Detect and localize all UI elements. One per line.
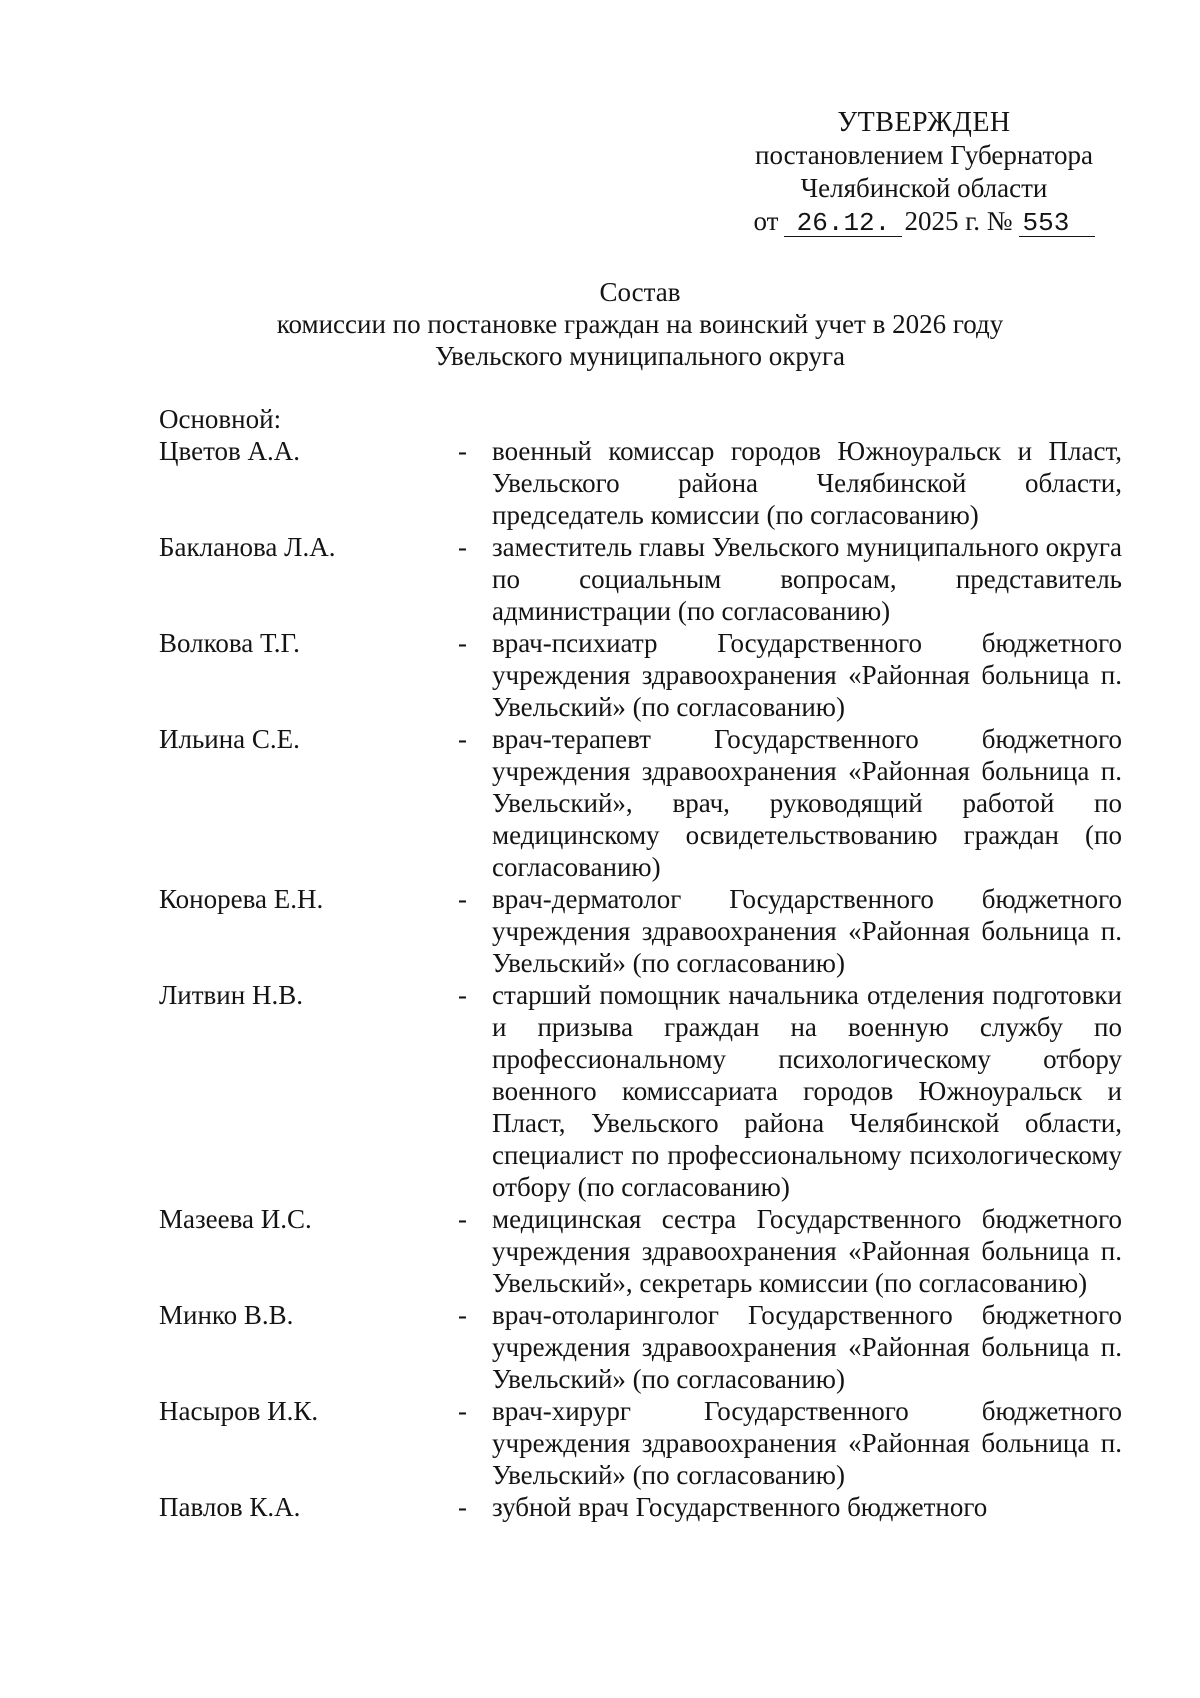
member-entry xyxy=(159,1299,1122,1395)
member-entry xyxy=(159,979,1122,1203)
member-entry xyxy=(159,883,1122,979)
member-entry xyxy=(159,723,1122,883)
member-role: врач-психиатр Государственного бюджетного учреждения здравоохранения «Районная больница п. Увельский» (по согласованию) xyxy=(492,628,1122,722)
member-role: старший помощник начальника отделения подготовки и призыва граждан на военную службу по профессиональному психологическому отбору военного комиссариата городов Южноуральск и Пласт, Увельского района Челябинской области, специалист по профессиональному психологическому отбору (по согласованию) xyxy=(492,980,1122,1202)
member-role: зубной врач Государственного бюджетного xyxy=(492,1492,988,1522)
approval-line-region: Челябинской области xyxy=(800,173,1048,203)
approval-line-governor: постановлением Губернатора xyxy=(755,140,1093,170)
member-dash: - xyxy=(458,532,467,562)
member-entry xyxy=(159,1395,1122,1491)
member-entry xyxy=(159,627,1122,723)
member-role: врач-хирург Государственного бюджетного учреждения здравоохранения «Районная больница п. Увельский» (по согласованию) xyxy=(492,1396,1122,1490)
member-dash: - xyxy=(458,1204,467,1234)
member-entry xyxy=(159,1491,1122,1523)
date-prefix: от xyxy=(753,206,779,236)
member-name: Литвин Н.В. xyxy=(159,980,303,1010)
member-role: военный комиссар городов Южноуральск и Пласт, Увельского района Челябинской области, председатель комиссии (по согласованию) xyxy=(492,436,1122,530)
heading-subtitle: комиссии по постановке граждан на воинский учет в 2026 году xyxy=(276,309,1004,339)
approval-year: 2025 г. № xyxy=(904,206,1013,236)
member-role: врач-отоларинголог Государственного бюджетного учреждения здравоохранения «Районная больница п. Увельский» (по согласованию) xyxy=(492,1300,1122,1394)
member-dash: - xyxy=(458,724,467,754)
approval-number: 553 xyxy=(1019,210,1095,237)
members-list xyxy=(159,435,1122,1523)
member-name: Волкова Т.Г. xyxy=(159,628,300,658)
heading-district: Увельского муниципального округа xyxy=(434,341,846,371)
member-dash: - xyxy=(458,884,467,914)
member-dash: - xyxy=(458,980,467,1010)
member-dash: - xyxy=(458,1300,467,1330)
document-heading xyxy=(150,276,1130,372)
member-dash: - xyxy=(458,628,467,658)
member-entry xyxy=(159,531,1122,627)
member-name: Насыров И.К. xyxy=(159,1396,319,1426)
member-name: Бакланова Л.А. xyxy=(159,532,336,562)
member-entry xyxy=(159,1203,1122,1299)
member-role: врач-терапевт Государственного бюджетного учреждения здравоохранения «Районная больница п. Увельский», врач, руководящий работой по медицинскому освидетельствованию граждан (по согласованию) xyxy=(492,724,1122,882)
member-role: врач-дерматолог Государственного бюджетного учреждения здравоохранения «Районная больница п. Увельский» (по согласованию) xyxy=(492,884,1122,978)
member-name: Конорева Е.Н. xyxy=(159,884,324,914)
member-name: Ильина С.Е. xyxy=(159,724,300,754)
heading-title: Состав xyxy=(599,277,681,307)
member-dash: - xyxy=(458,1492,467,1522)
member-name: Минко В.В. xyxy=(159,1300,294,1330)
member-name: Павлов К.А. xyxy=(159,1492,301,1522)
member-dash: - xyxy=(458,436,467,466)
member-entry xyxy=(159,435,1122,531)
member-dash: - xyxy=(458,1396,467,1426)
approval-date-line xyxy=(748,205,1100,238)
approval-title: УТВЕРЖДЕН xyxy=(837,107,1011,138)
group-label: Основной: xyxy=(159,404,282,434)
member-role: медицинская сестра Государственного бюджетного учреждения здравоохранения «Районная больница п. Увельский», секретарь комиссии (по согласованию) xyxy=(492,1204,1122,1298)
member-name: Цветов А.А. xyxy=(159,436,301,466)
approval-date: 26.12. xyxy=(784,210,902,237)
member-role: заместитель главы Увельского муниципального округа по социальным вопросам, представитель администрации (по согласованию) xyxy=(492,532,1122,626)
member-name: Мазеева И.С. xyxy=(159,1204,312,1234)
approval-stamp xyxy=(748,106,1100,238)
